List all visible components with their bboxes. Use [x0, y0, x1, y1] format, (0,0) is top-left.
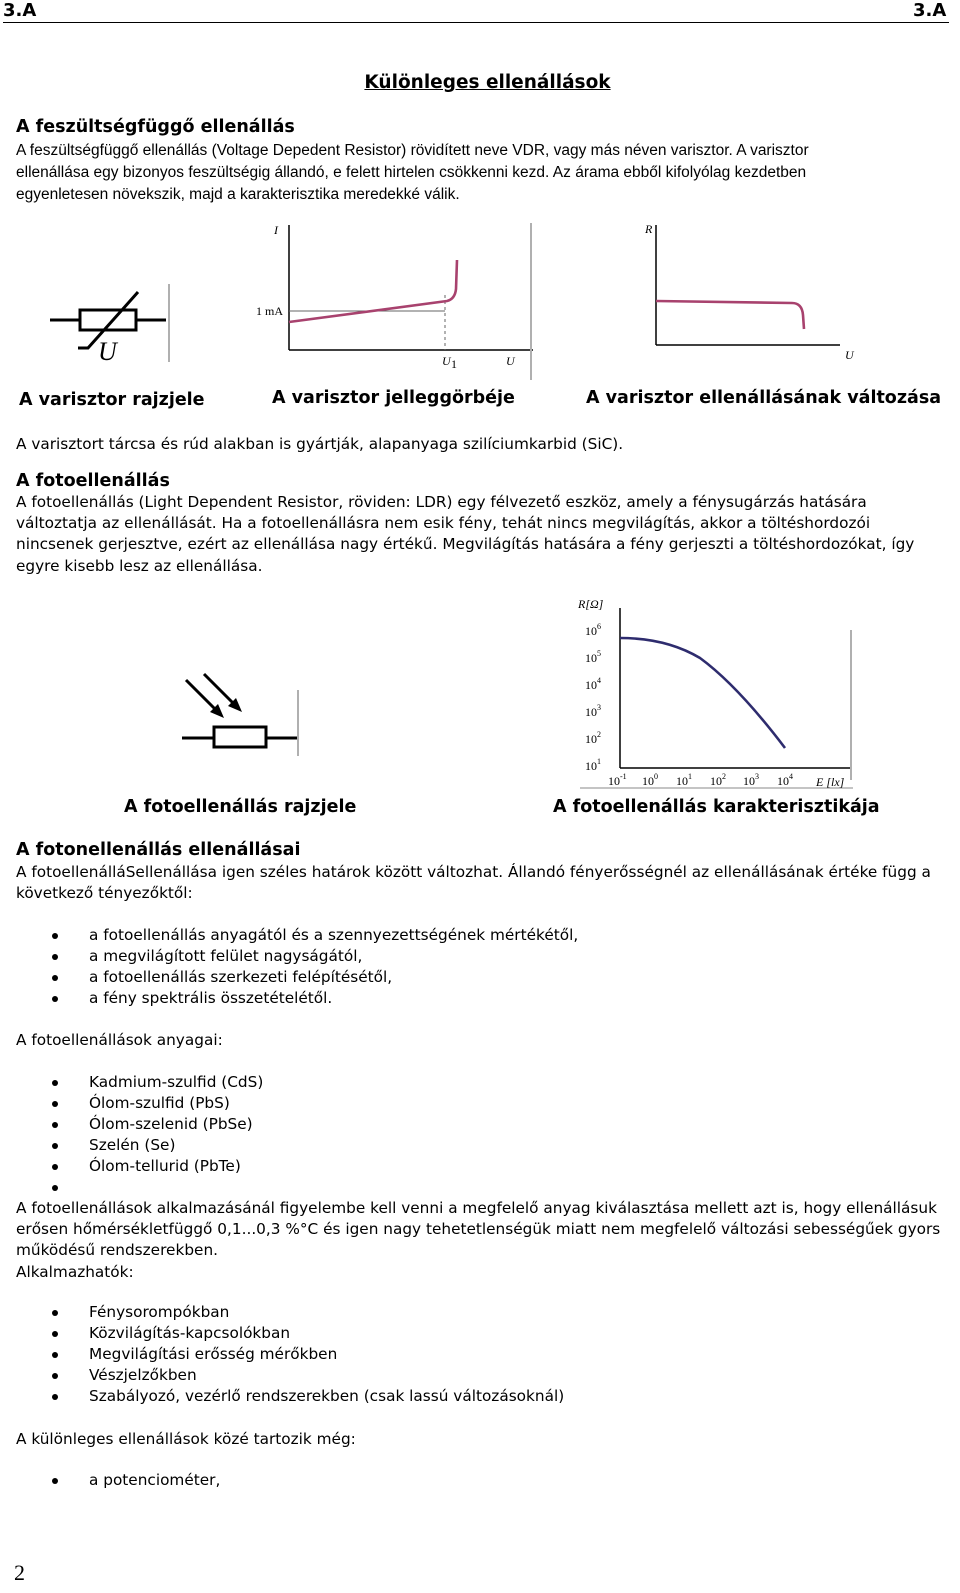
list-item: Ólom-tellurid (PbTe) — [38, 1156, 263, 1177]
varistor-symbol-figure — [50, 280, 175, 365]
list-item: a potenciométer, — [38, 1470, 220, 1491]
iv-axis-y-label: I — [274, 223, 278, 237]
caption-varistor-resistance: A varisztor ellenállásának változása — [586, 388, 942, 408]
ldr-characteristic-chart — [560, 590, 860, 795]
list-item: Szabályozó, vezérlő rendszerekben (csak lassú változásoknál) — [38, 1386, 564, 1407]
y-tick-label: $10^5$ — [585, 649, 601, 665]
page-number: 2 — [14, 1560, 25, 1585]
bullet — [52, 1143, 58, 1149]
section-paragraph-vdr — [16, 140, 941, 205]
ldr-curve — [620, 638, 785, 748]
section-paragraph-ldr-resistance — [16, 862, 946, 904]
caption-ldr-characteristic: A fotoellenállás karakterisztikája — [553, 797, 880, 817]
list-item: Vészjelzőkben — [38, 1365, 564, 1386]
x-tick-label: $10^{-1}$ — [608, 772, 627, 788]
bullet — [52, 996, 58, 1002]
list-item — [38, 1177, 263, 1198]
bullet — [52, 1352, 58, 1358]
list-item: a megvilágított felület nagyságától, — [38, 946, 578, 967]
ldr-y-axis-label: R[Ω] — [578, 597, 604, 611]
varistor-symbol-label: U — [98, 337, 117, 365]
paragraph-line: A fotoellenállás (Light Dependent Resistor, röviden: LDR) egy félvezető eszköz, amely a fénysugárzás hatására — [16, 493, 867, 511]
others-list — [38, 1470, 220, 1491]
header-left-label: 3.A — [3, 0, 37, 21]
bullet — [52, 1164, 58, 1170]
uses-intro: Alkalmazhatók: — [16, 1262, 134, 1281]
bullet — [52, 1478, 58, 1484]
paragraph-line: erősen hőmérsékletfüggő 0,1...0,3 %°C és igen nagy tehetetlenségük miatt nem megfelelő változási sebességűek gyors — [16, 1220, 941, 1239]
page-title: Különleges ellenállások — [364, 72, 611, 93]
list-item: Megvilágítási erősség mérőkben — [38, 1344, 564, 1365]
bullet — [52, 1373, 58, 1379]
paragraph-line: változtatja az ellenállását. Ha a fotoellenállásra nem esik fény, tehát nincs megvilágítás, akkor a töltéshordozói — [16, 514, 871, 533]
list-item: Fénysorompókban — [38, 1302, 564, 1323]
r-axis-y-label: R — [645, 222, 653, 236]
iv-u1-label: U — [442, 354, 451, 368]
paragraph-line: A fotoellenálláSellenállása igen széles határok között változhat. Állandó fényerősségnél az ellenállásának értéke függ a — [16, 863, 931, 881]
others-intro: A különleges ellenállások közé tartozik még: — [16, 1430, 356, 1448]
paragraph-line: működésű rendszerekben. — [16, 1241, 218, 1260]
iv-characteristic-curve — [289, 260, 457, 322]
list-item: a fény spektrális összetételétől. — [38, 988, 578, 1009]
list-item: Közvilágítás-kapcsolókban — [38, 1323, 564, 1344]
iv-u1-subscript: 1 — [451, 357, 457, 371]
iv-axis-x-label: U — [506, 354, 515, 368]
materials-list — [38, 1072, 263, 1199]
bullet — [52, 1122, 58, 1128]
iv-ma-label: 1 mA — [256, 304, 283, 318]
paragraph-line: egyenletesen növekszik, majd a karakterisztika meredekké válik. — [16, 185, 460, 203]
y-tick-label: $10^2$ — [585, 730, 601, 746]
paragraph-line: nincsenek gerjesztve, ezért az ellenállása nagy értékű. Megvilágítás hatására a fény gerjeszti a töltéshordozókat, így — [16, 535, 915, 554]
paragraph-line: A fotoellenállások alkalmazásánál figyelembe kell venni a megfelelő anyag kiválasztása mellett azt is, hogy ellenállásuk — [16, 1199, 937, 1217]
ldr-body — [214, 727, 266, 747]
r-axis-x-label: U — [845, 348, 854, 362]
paragraph-line: ellenállása egy bizonyos feszültségig állandó, e felett hirtelen csökkenni kezd. Az árama ebből kifolyólag kezdetben — [16, 163, 807, 181]
section-heading-ldr: A fotoellenállás — [16, 471, 170, 491]
bullet — [52, 1394, 58, 1400]
bullet — [52, 954, 58, 960]
bullet — [52, 1080, 58, 1086]
bullet — [52, 1331, 58, 1337]
list-item: Kadmium-szulfid (CdS) — [38, 1072, 263, 1093]
y-tick-label: $10^1$ — [585, 757, 601, 773]
caption-varistor-symbol: A varisztor rajzjele — [19, 390, 205, 410]
list-item: a fotoellenállás szerkezeti felépítésétől, — [38, 967, 578, 988]
paragraph-line: következő tényezőktől: — [16, 884, 193, 903]
materials-intro: A fotoellenállások anyagai: — [16, 1031, 223, 1049]
list-item: Ólom-szulfid (PbS) — [38, 1093, 263, 1114]
y-tick-label: $10^3$ — [585, 703, 601, 719]
x-tick-label: $10^2$ — [710, 772, 726, 788]
bullet — [52, 1101, 58, 1107]
ldr-symbol-figure — [182, 670, 307, 760]
header-right-label: 3.A — [913, 0, 947, 21]
y-tick-label: $10^6$ — [585, 622, 601, 638]
uses-list — [38, 1302, 564, 1407]
x-tick-label: $10^1$ — [676, 772, 692, 788]
section-heading-ldr-resistance: A fotonellenállás ellenállásai — [16, 840, 301, 860]
paragraph-line: egyre kisebb lesz az ellenállása. — [16, 556, 263, 575]
factors-list — [38, 925, 578, 1009]
list-item: Ólom-szelenid (PbSe) — [38, 1114, 263, 1135]
varistor-resistance-chart — [640, 215, 870, 375]
section-heading-vdr: A feszültségfüggő ellenállás — [16, 117, 295, 137]
y-tick-label: $10^4$ — [585, 676, 601, 692]
x-tick-label: $10^4$ — [777, 772, 793, 788]
ldr-x-axis-label: E [lx] — [816, 775, 845, 789]
list-item: a fotoellenállás anyagától és a szennyezettségének mértékétől, — [38, 925, 578, 946]
varistor-material-note: A varisztort tárcsa és rúd alakban is gyártják, alapanyaga szilíciumkarbid (SiC). — [16, 435, 624, 453]
varistor-iv-chart — [255, 215, 540, 385]
ldr-y-ticks — [585, 622, 601, 773]
list-item: Szelén (Se) — [38, 1135, 263, 1156]
ldr-x-ticks — [608, 772, 793, 788]
paragraph-line: A feszültségfüggő ellenállás (Voltage Depedent Resistor) rövidített neve VDR, vagy más néven varisztor. A varisztor — [16, 142, 809, 159]
bullet — [52, 1310, 58, 1316]
bullet — [52, 933, 58, 939]
bullet — [52, 1185, 58, 1191]
bullet — [52, 975, 58, 981]
r-characteristic-curve — [656, 301, 804, 329]
temperature-paragraph — [16, 1198, 946, 1283]
section-paragraph-ldr — [16, 492, 946, 577]
caption-ldr-symbol: A fotoellenállás rajzjele — [124, 797, 357, 817]
header-rule — [3, 22, 949, 23]
caption-varistor-iv: A varisztor jelleggörbéje — [272, 388, 515, 408]
x-tick-label: $10^3$ — [743, 772, 759, 788]
x-tick-label: $10^0$ — [642, 772, 658, 788]
